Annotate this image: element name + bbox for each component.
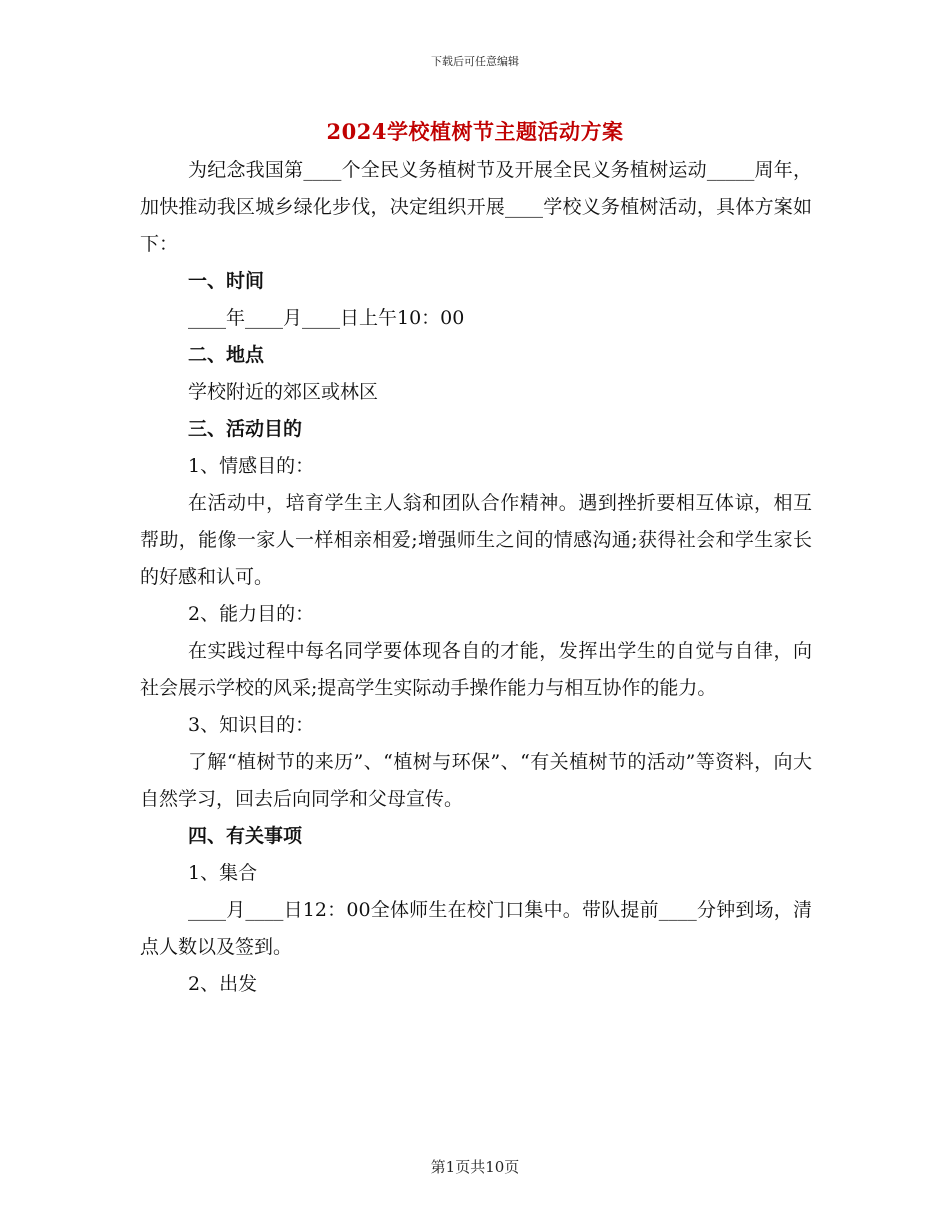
matter-label-gather: 1、集合 [188,862,258,884]
section-heading-place: 二、地点 [188,344,265,366]
goal-text-knowledge: 了解“植树节的来历”、“植树与环保”、“有关植树节的活动”等资料，向大自然学习，回去后向同学和父母宣传。 [140,751,812,810]
header-note: 下载后可任意编辑 [431,55,519,68]
goal-text-ability: 在实践过程中每名同学要体现各自的才能，发挥出学生的自觉与自律，向社会展示学校的风采;提高学生实际动手操作能力与相互协作的能力。 [140,640,812,699]
place-text: 学校附近的郊区或林区 [188,381,379,403]
page-footer: 第1页共10页 [430,1158,520,1176]
document-body [140,152,812,1003]
document-title: 2024学校植树节主题活动方案 [326,119,624,144]
goal-label-knowledge: 3、知识目的： [188,714,315,736]
section-heading-time: 一、时间 [188,270,265,292]
intro-paragraph: 为纪念我国第____个全民义务植树节及开展全民义务植树运动_____周年，加快推动我区城乡绿化步伐，决定组织开展____学校义务植树活动，具体方案如下： [140,159,812,255]
goal-text-emotion: 在活动中，培育学生主人翁和团队合作精神。遇到挫折要相互体谅，相互帮助，能像一家人一样相亲相爱;增强师生之间的情感沟通;获得社会和学生家长的好感和认可。 [140,492,812,588]
goal-label-emotion: 1、情感目的： [188,455,315,477]
matter-label-depart: 2、出发 [188,973,258,995]
section-heading-matters: 四、有关事项 [188,825,303,847]
time-text: ____年____月____日上午10：00 [188,307,465,329]
matter-text-gather: ____月____日12：00全体师生在校门口集中。带队提前____分钟到场，清点人数以及签到。 [140,899,812,958]
section-heading-goals: 三、活动目的 [188,418,303,440]
goal-label-ability: 2、能力目的： [188,603,315,625]
